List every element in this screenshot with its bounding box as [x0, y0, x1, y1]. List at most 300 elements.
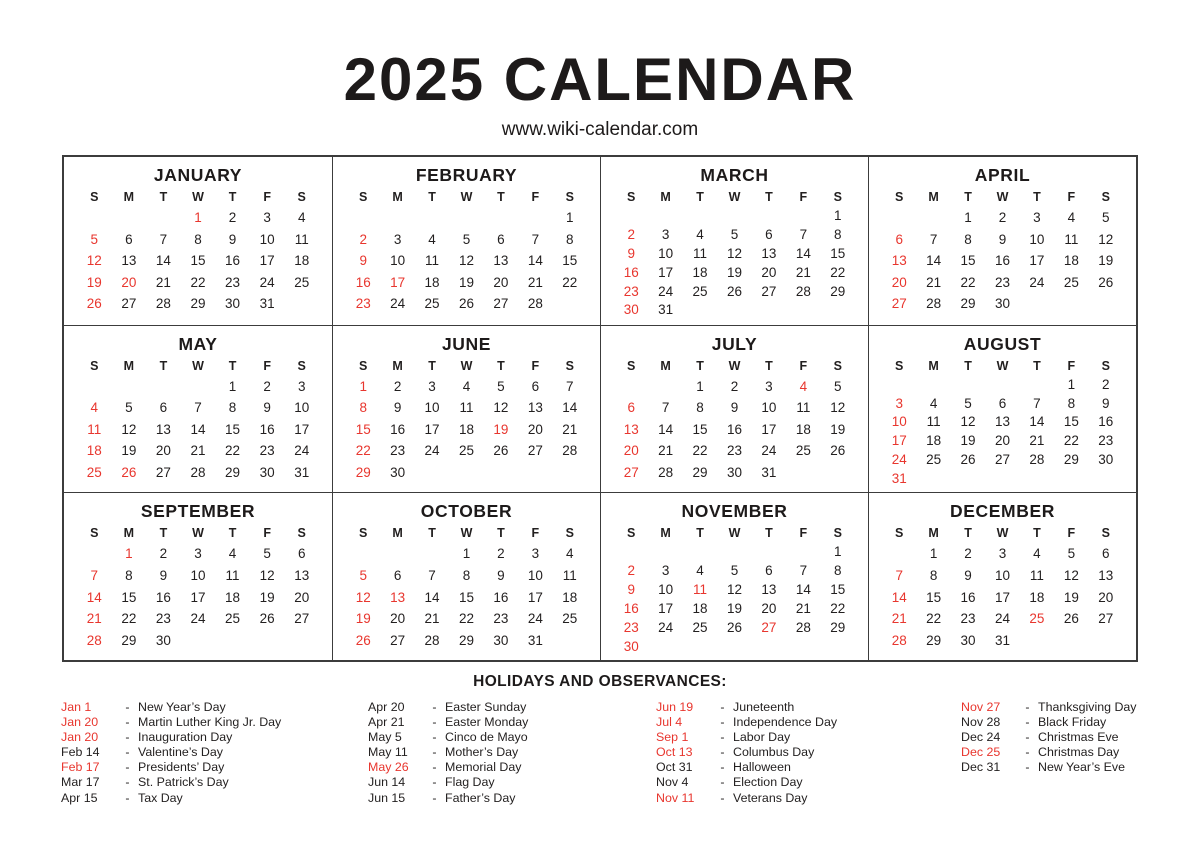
site-url: www.wiki-calendar.com: [501, 119, 699, 140]
weekday-label: S: [90, 358, 99, 373]
empty-cell: [77, 207, 112, 229]
empty-cell: [882, 376, 916, 395]
day-cell: 11: [562, 567, 577, 583]
day-cell: 7: [531, 231, 540, 247]
day-cell: 1: [834, 544, 842, 560]
day-cell: 25: [562, 611, 578, 627]
weekday-label: S: [1101, 190, 1110, 204]
day-cell: 28: [891, 632, 907, 648]
day-cell: 19: [1098, 253, 1114, 269]
day-cell: 2: [627, 226, 635, 242]
weekday-label: S: [1101, 526, 1110, 541]
day-cell: 8: [929, 567, 938, 583]
day-cell: 23: [225, 274, 241, 290]
holiday-name: Presidents’ Day: [138, 760, 225, 775]
day-cell: 18: [458, 421, 474, 437]
weekday-label: S: [359, 358, 368, 373]
empty-cell: [614, 207, 648, 226]
month-title: JANUARY: [153, 165, 243, 185]
day-cell: 23: [493, 611, 509, 627]
weekday-label: M: [392, 526, 403, 541]
holiday-date: Jun 14: [368, 775, 406, 790]
day-cell: 15: [830, 245, 846, 261]
day-cell: 12: [121, 421, 137, 437]
month-january: [64, 157, 332, 325]
month-title: FEBRUARY: [415, 165, 518, 185]
weekday-label: F: [1067, 526, 1076, 541]
day-cell: 17: [390, 274, 406, 290]
day-cell: 9: [1102, 395, 1110, 411]
day-cell: 4: [799, 378, 808, 394]
holiday-name: Black Friday: [1038, 715, 1107, 730]
day-cell: 23: [623, 619, 639, 635]
day-cell: 19: [355, 611, 371, 627]
day-cell: 25: [458, 443, 474, 459]
day-cell: 2: [1102, 376, 1110, 392]
weekday-label: M: [392, 190, 403, 204]
day-cell: 17: [658, 601, 674, 616]
day-cell: 17: [994, 589, 1010, 605]
day-cell: 9: [359, 253, 367, 269]
month-title: SEPTEMBER: [140, 501, 256, 522]
day-cell: 29: [121, 632, 137, 648]
day-cell: 1: [696, 378, 704, 394]
day-cell: 4: [1033, 546, 1041, 562]
day-cell: 4: [566, 546, 574, 562]
empty-cell: [146, 376, 181, 398]
holiday-entry: [368, 700, 656, 715]
day-cell: 4: [90, 400, 99, 416]
day-cell: 1: [125, 546, 133, 562]
holiday-entry: [61, 745, 368, 760]
holiday-date: Dec 25: [961, 745, 1001, 760]
holiday-date: May 11: [368, 745, 408, 760]
month-june: [332, 325, 600, 493]
holiday-name: Mother’s Day: [445, 745, 519, 760]
day-cell: 26: [726, 619, 742, 635]
empty-cell: [786, 543, 820, 562]
day-cell: 11: [225, 567, 240, 583]
day-cell: 20: [891, 274, 907, 290]
month-october: [332, 492, 600, 660]
day-cell: 27: [121, 296, 137, 312]
month-september: [64, 492, 332, 660]
holiday-date: Jul 4: [656, 715, 683, 730]
day-cell: 30: [726, 465, 742, 481]
day-cell: 16: [355, 274, 371, 290]
weekday-label: T: [228, 190, 237, 204]
holiday-name: Independence Day: [733, 715, 838, 730]
day-cell: 13: [527, 400, 543, 416]
weekday-label: T: [1033, 190, 1041, 204]
month-table: [333, 524, 600, 651]
weekday-label: S: [297, 190, 306, 204]
weekday-label: S: [627, 526, 636, 541]
month-title: APRIL: [974, 165, 1031, 185]
day-cell: 17: [891, 433, 907, 449]
day-cell: 16: [623, 601, 639, 616]
day-cell: 9: [228, 231, 237, 247]
day-cell: 5: [730, 226, 739, 242]
day-cell: 27: [623, 465, 639, 481]
day-cell: 26: [830, 443, 846, 459]
day-cell: 12: [1063, 567, 1079, 583]
day-cell: 12: [830, 400, 846, 416]
holiday-name: Columbus Day: [733, 745, 815, 760]
month-november: [600, 492, 868, 660]
day-cell: 25: [795, 443, 811, 459]
day-cell: 9: [730, 400, 739, 416]
weekday-label: T: [159, 190, 168, 204]
holiday-date: Sep 1: [656, 730, 689, 745]
day-cell: 27: [891, 296, 907, 312]
weekday-label: M: [123, 526, 135, 541]
day-cell: 11: [1029, 567, 1044, 583]
day-cell: 18: [1063, 253, 1079, 269]
day-cell: 22: [458, 611, 474, 627]
month-table: [601, 524, 868, 656]
day-cell: 9: [497, 567, 505, 583]
day-cell: 19: [830, 421, 846, 437]
day-cell: 4: [929, 395, 938, 411]
day-cell: 18: [225, 589, 241, 605]
day-cell: 4: [696, 226, 704, 242]
weekday-label: W: [996, 526, 1009, 541]
day-cell: 14: [795, 582, 811, 598]
day-cell: 7: [799, 226, 808, 242]
day-cell: 21: [891, 611, 907, 627]
month-table: [601, 188, 868, 320]
day-cell: 8: [228, 400, 237, 416]
day-cell: 2: [359, 231, 367, 247]
holiday-name: Thanksgiving Day: [1038, 700, 1137, 714]
day-cell: 15: [562, 253, 578, 269]
day-cell: 3: [531, 546, 540, 562]
holiday-date: Nov 11: [656, 790, 695, 805]
holiday-entry: [656, 730, 961, 745]
day-cell: 16: [994, 253, 1010, 269]
month-may: [64, 325, 332, 493]
day-cell: 8: [834, 563, 842, 579]
holiday-dash: -: [432, 775, 437, 790]
day-cell: 3: [998, 546, 1007, 562]
day-cell: 5: [834, 378, 842, 394]
day-cell: 27: [155, 465, 171, 481]
day-cell: 6: [895, 231, 903, 247]
weekday-label: T: [428, 358, 436, 373]
day-cell: 22: [121, 611, 137, 627]
day-cell: 8: [834, 226, 842, 242]
empty-cell: [449, 207, 483, 229]
day-cell: 25: [1029, 611, 1045, 627]
holiday-date: May 5: [368, 730, 402, 745]
day-cell: 5: [1067, 546, 1076, 562]
holiday-dash: -: [1025, 715, 1030, 730]
day-cell: 30: [155, 632, 171, 648]
day-cell: 25: [692, 619, 708, 635]
day-cell: 30: [623, 638, 639, 654]
day-cell: 30: [225, 296, 241, 312]
weekday-label: T: [159, 358, 168, 373]
weekday-label: W: [728, 358, 741, 373]
day-cell: 31: [891, 471, 907, 487]
weekday-label: S: [895, 526, 904, 541]
holiday-name: Memorial Day: [445, 760, 522, 775]
day-cell: 17: [424, 421, 440, 437]
day-cell: 23: [960, 611, 976, 627]
holiday-dash: -: [720, 775, 725, 790]
day-cell: 28: [190, 465, 206, 481]
weekday-label: F: [1067, 358, 1076, 373]
holiday-name: Halloween: [733, 760, 791, 775]
holiday-date: Oct 13: [656, 745, 693, 760]
month-title: JULY: [711, 333, 758, 354]
empty-cell: [181, 376, 216, 398]
holiday-dash: -: [1025, 700, 1030, 714]
day-cell: 10: [658, 245, 674, 261]
holiday-dash: -: [432, 730, 437, 745]
day-cell: 18: [294, 253, 310, 269]
day-cell: 17: [294, 421, 310, 437]
day-cell: 29: [926, 632, 942, 648]
empty-cell: [484, 207, 518, 229]
holiday-name: Christmas Day: [1038, 745, 1120, 760]
day-cell: 22: [692, 443, 708, 459]
day-cell: 20: [155, 443, 171, 459]
day-cell: 29: [692, 465, 708, 481]
day-cell: 6: [765, 226, 773, 242]
holiday-date: Mar 17: [61, 775, 100, 790]
day-cell: 8: [194, 231, 202, 247]
day-cell: 26: [960, 452, 976, 468]
day-cell: 6: [297, 546, 306, 562]
day-cell: 8: [359, 400, 367, 416]
holiday-name: New Year’s Day: [138, 700, 226, 714]
holiday-date: Jan 1: [61, 700, 92, 714]
day-cell: 25: [926, 452, 942, 468]
day-cell: 4: [228, 546, 237, 562]
day-cell: 5: [1102, 210, 1110, 225]
day-cell: 28: [527, 296, 543, 312]
weekday-label: M: [660, 190, 671, 204]
day-cell: 10: [424, 400, 440, 416]
day-cell: 19: [259, 589, 275, 605]
holidays-list: [61, 700, 1139, 806]
day-cell: 28: [795, 283, 811, 299]
weekday-label: W: [728, 190, 741, 204]
weekday-label: M: [660, 358, 671, 373]
holiday-dash: -: [1025, 730, 1030, 745]
day-cell: 2: [627, 563, 635, 579]
day-cell: 11: [1064, 231, 1079, 247]
day-cell: 25: [294, 274, 310, 290]
day-cell: 22: [562, 274, 578, 290]
holiday-dash: -: [125, 745, 130, 760]
day-cell: 27: [1098, 611, 1114, 627]
day-cell: 19: [726, 264, 742, 280]
day-cell: 6: [497, 231, 505, 247]
day-cell: 6: [627, 400, 635, 416]
day-cell: 7: [1033, 395, 1041, 411]
day-cell: 21: [562, 421, 578, 437]
day-cell: 12: [726, 582, 742, 598]
day-cell: 18: [692, 601, 708, 616]
holiday-date: Dec 31: [961, 760, 1001, 775]
day-cell: 21: [424, 611, 440, 627]
day-cell: 1: [834, 208, 842, 223]
day-cell: 28: [155, 296, 171, 312]
holiday-date: Apr 20: [368, 700, 405, 714]
weekday-label: S: [833, 358, 842, 373]
weekday-label: W: [728, 526, 741, 541]
holiday-entry: [61, 715, 368, 730]
day-cell: 28: [424, 632, 440, 648]
holiday-dash: -: [720, 715, 725, 730]
day-cell: 19: [493, 421, 509, 437]
holiday-dash: -: [720, 730, 725, 745]
day-cell: 2: [159, 546, 168, 562]
holiday-name: St. Patrick’s Day: [138, 775, 229, 790]
day-cell: 8: [964, 231, 972, 247]
weekday-label: S: [90, 190, 99, 204]
day-cell: 23: [355, 296, 371, 312]
holiday-entry: [961, 730, 1139, 745]
day-cell: 10: [390, 253, 406, 269]
day-cell: 14: [891, 589, 907, 605]
weekday-label: T: [497, 526, 505, 541]
holiday-entry: [61, 760, 368, 775]
day-cell: 13: [891, 253, 907, 269]
day-cell: 3: [765, 378, 773, 394]
day-cell: 27: [761, 283, 777, 299]
day-cell: 9: [998, 231, 1007, 247]
day-cell: 24: [761, 443, 777, 459]
weekday-label: T: [964, 526, 972, 541]
weekday-label: S: [297, 526, 306, 541]
month-title: NOVEMBER: [681, 501, 788, 522]
day-cell: 28: [86, 632, 102, 648]
day-cell: 24: [658, 283, 674, 299]
holiday-entry: [61, 791, 368, 806]
day-cell: 10: [259, 231, 275, 247]
day-cell: 3: [297, 378, 306, 394]
day-cell: 26: [1098, 274, 1114, 290]
day-cell: 21: [926, 274, 942, 290]
day-cell: 16: [259, 421, 275, 437]
weekday-label: T: [159, 526, 168, 541]
day-cell: 2: [964, 546, 972, 562]
day-cell: 25: [225, 611, 241, 627]
holiday-entry: [656, 745, 961, 760]
day-cell: 1: [964, 210, 972, 225]
day-cell: 6: [393, 567, 402, 583]
day-cell: 24: [390, 296, 406, 312]
day-cell: 26: [726, 283, 742, 299]
day-cell: 2: [228, 210, 237, 225]
day-cell: 1: [462, 546, 471, 562]
day-cell: 22: [830, 264, 846, 280]
day-cell: 15: [960, 253, 976, 269]
day-cell: 22: [355, 443, 371, 459]
holiday-entry: [368, 760, 656, 775]
holiday-name: Election Day: [733, 775, 803, 790]
holiday-name: Labor Day: [733, 730, 791, 745]
holiday-name: Cinco de Mayo: [445, 730, 528, 745]
weekday-label: S: [1101, 358, 1110, 373]
day-cell: 27: [493, 296, 509, 312]
day-cell: 14: [795, 245, 811, 261]
empty-cell: [415, 207, 449, 229]
holiday-entry: [368, 775, 656, 790]
day-cell: 8: [566, 231, 574, 247]
month-table: [869, 357, 1136, 489]
day-cell: 6: [125, 231, 133, 247]
day-cell: 25: [692, 283, 708, 299]
holiday-date: Oct 31: [656, 760, 693, 775]
day-cell: 22: [225, 443, 241, 459]
day-cell: 2: [730, 378, 739, 394]
holiday-name: Easter Monday: [445, 715, 529, 730]
weekday-label: T: [964, 358, 972, 373]
day-cell: 30: [390, 465, 406, 481]
day-cell: 30: [259, 465, 275, 481]
month-title: DECEMBER: [950, 501, 1055, 522]
day-cell: 11: [796, 400, 811, 416]
day-cell: 27: [994, 452, 1010, 468]
holiday-name: Inauguration Day: [138, 730, 233, 745]
day-cell: 8: [696, 400, 704, 416]
empty-cell: [752, 207, 786, 226]
day-cell: 29: [225, 465, 241, 481]
month-march: [600, 157, 868, 325]
day-cell: 20: [994, 433, 1010, 449]
empty-cell: [916, 376, 950, 395]
holiday-entry: [656, 775, 961, 790]
holiday-entry: [656, 760, 961, 775]
day-cell: 14: [86, 589, 102, 605]
day-cell: 7: [194, 400, 202, 416]
day-cell: 25: [86, 465, 102, 481]
weekday-label: F: [531, 526, 540, 541]
weekday-label: S: [895, 190, 904, 204]
weekday-label: T: [696, 526, 704, 541]
day-cell: 19: [121, 443, 137, 459]
day-cell: 16: [390, 421, 406, 437]
day-cell: 19: [960, 433, 976, 449]
empty-cell: [882, 543, 916, 565]
month-august: [868, 325, 1136, 493]
holiday-entry: [961, 760, 1139, 775]
holiday-entry: [61, 700, 368, 715]
weekday-label: M: [928, 190, 939, 204]
day-cell: 20: [527, 421, 543, 437]
day-cell: 13: [1098, 567, 1114, 583]
day-cell: 12: [960, 414, 976, 430]
holiday-date: Jun 19: [656, 700, 694, 714]
day-cell: 11: [87, 421, 102, 437]
day-cell: 29: [830, 283, 846, 299]
day-cell: 10: [294, 400, 310, 416]
day-cell: 15: [458, 589, 474, 605]
month-table: [333, 357, 600, 484]
day-cell: 3: [1033, 210, 1041, 225]
day-cell: 29: [190, 296, 206, 312]
day-cell: 31: [294, 465, 310, 481]
holiday-entry: [61, 775, 368, 790]
day-cell: 6: [531, 378, 540, 394]
day-cell: 14: [190, 421, 206, 437]
day-cell: 20: [1098, 589, 1114, 605]
